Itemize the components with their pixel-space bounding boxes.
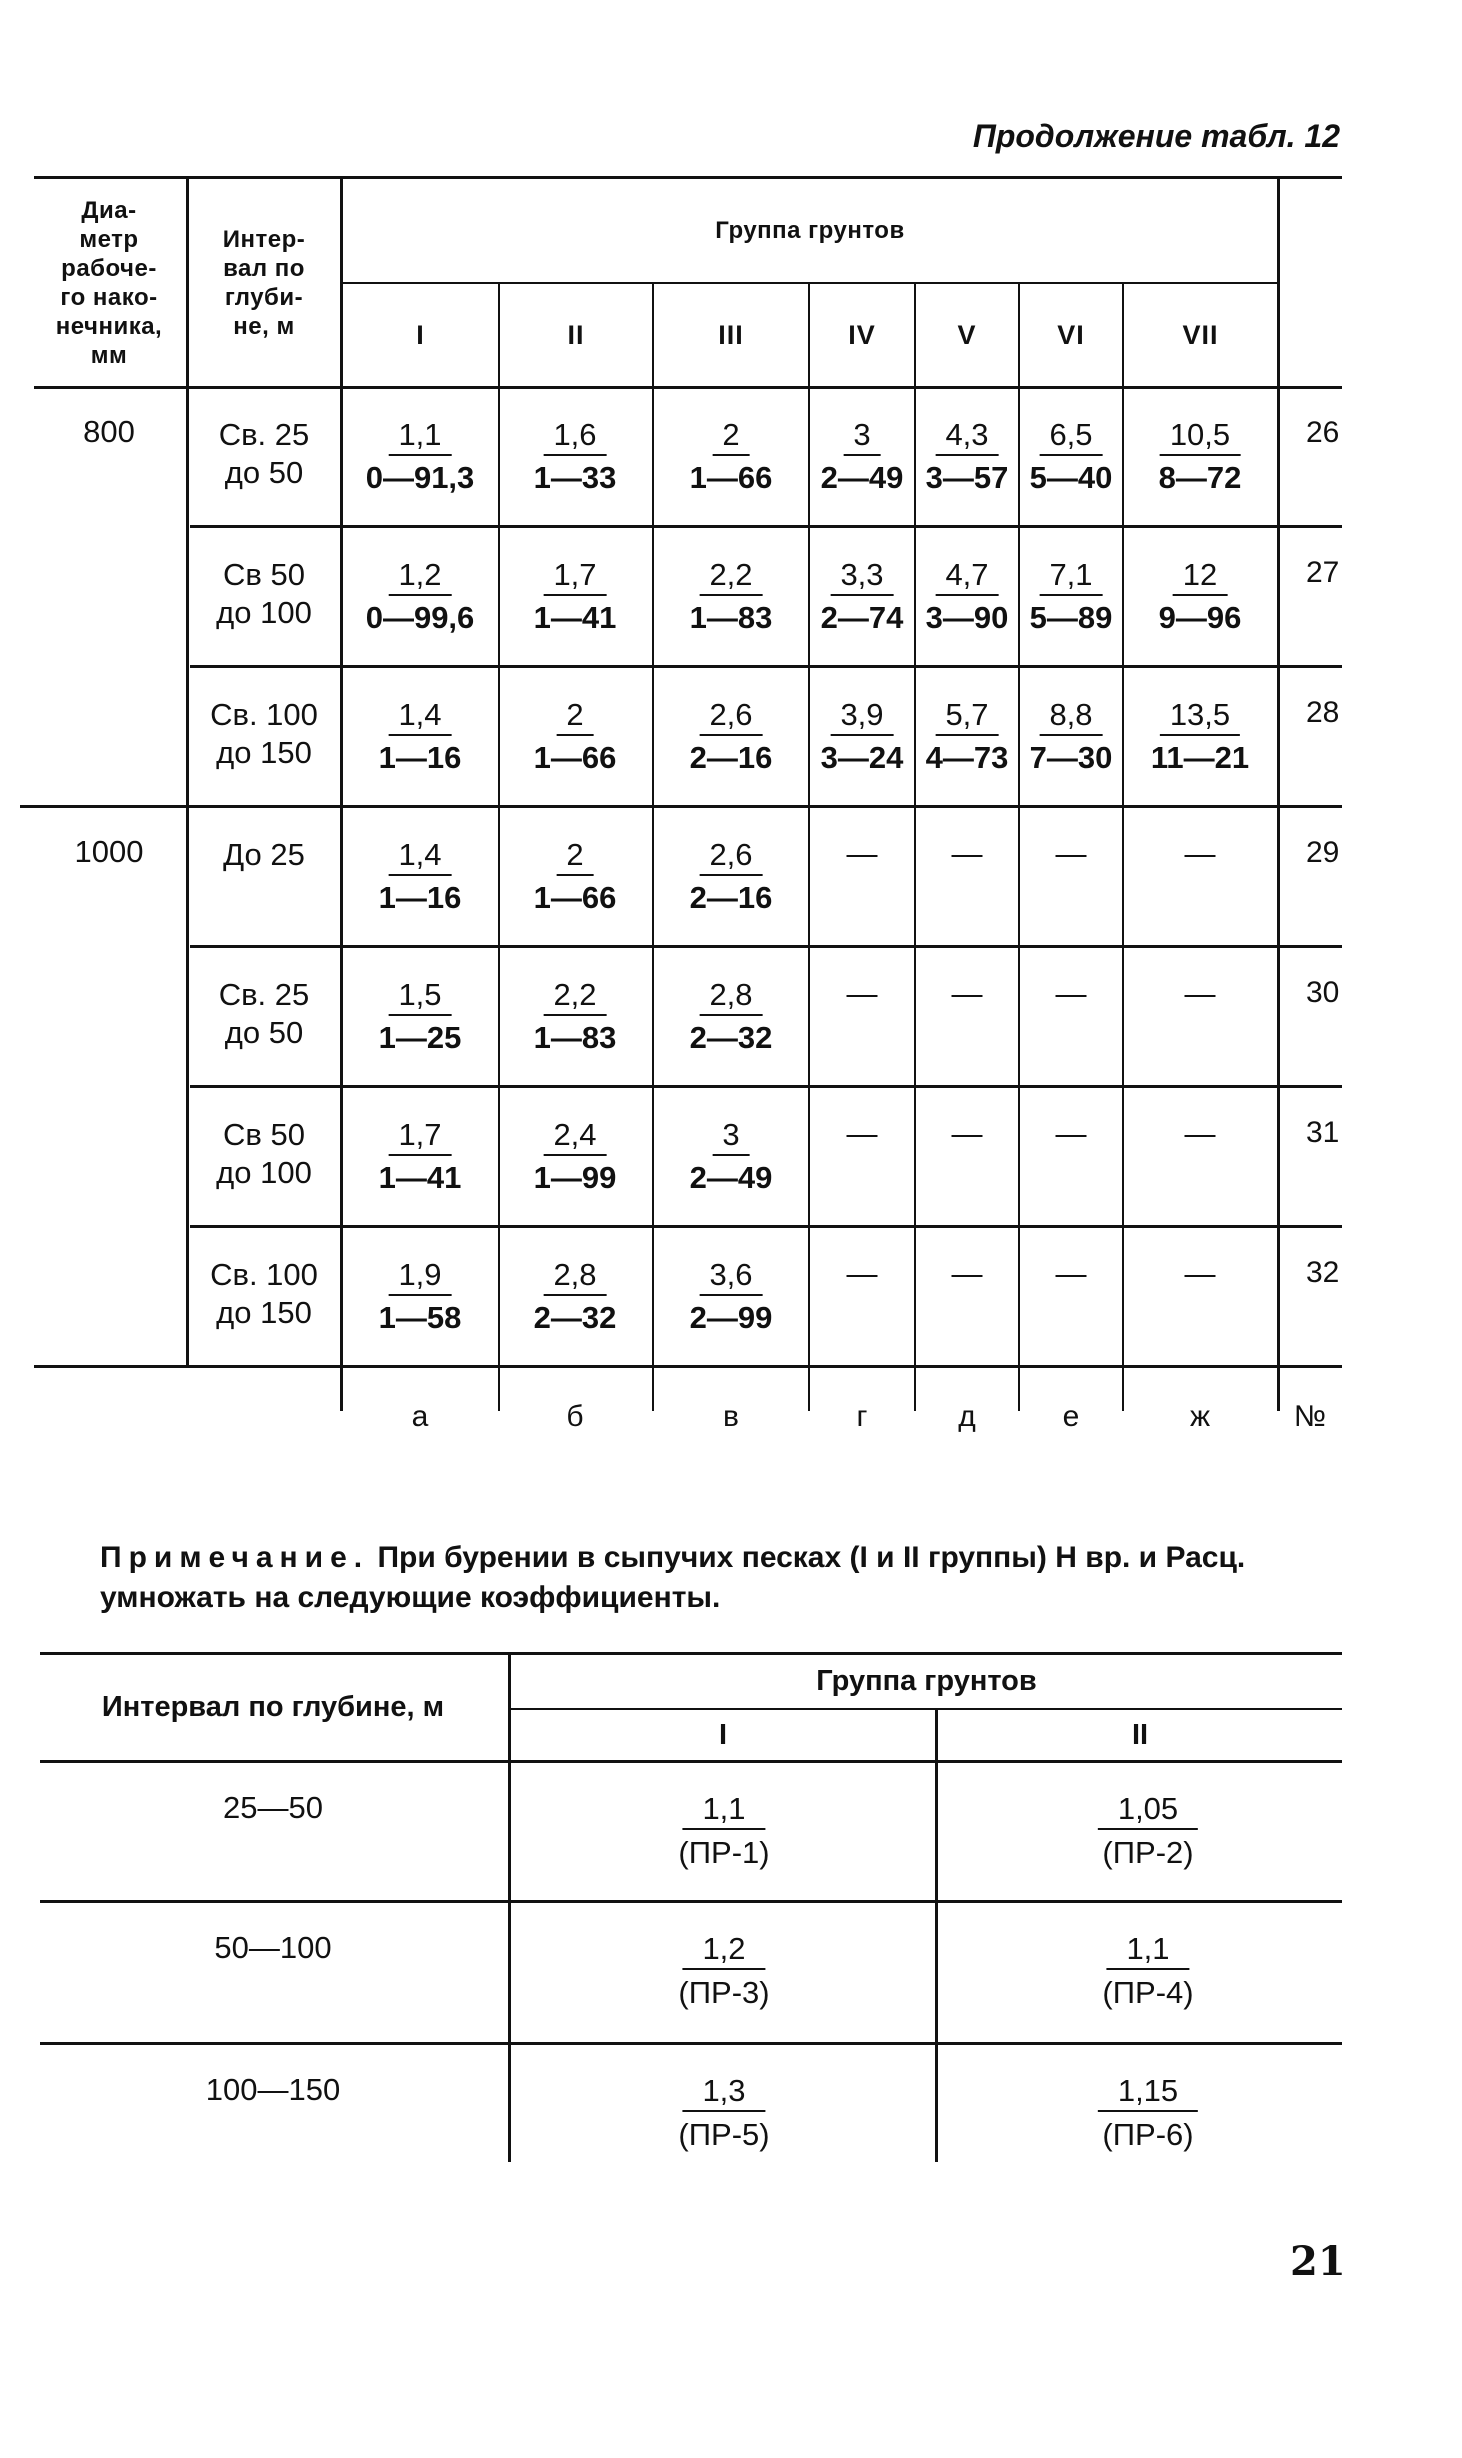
- column-number-sign: №: [1293, 1400, 1327, 1433]
- rate-cell: $\frac{4,7}{3—90}$: [925, 557, 1009, 635]
- row-number: 31: [1306, 1116, 1340, 1149]
- rate-cell: $\frac{2,8}{2—32}$: [689, 977, 773, 1055]
- column-letter: б: [566, 1400, 584, 1433]
- coefficient-cell: 1,2 (ПР-3): [678, 1931, 770, 2010]
- column-letter: в: [723, 1400, 739, 1433]
- row-interval: Св. 25 до 50: [218, 417, 310, 490]
- rate-cell: $\frac{7,1}{5—89}$: [1029, 557, 1113, 635]
- diameter-800: 800: [83, 414, 135, 449]
- rate-cell: $\frac{3}{2—49}$: [820, 417, 904, 495]
- row-interval: Св 50 до 100: [216, 557, 312, 630]
- empty-dash: —: [1184, 836, 1216, 871]
- column-letter: д: [958, 1400, 976, 1433]
- depth-interval: 100—150: [205, 2072, 341, 2107]
- rate-cell: $\frac{3,6}{2—99}$: [689, 1257, 773, 1335]
- coefficient-cell: 1,1 (ПР-4): [1102, 1931, 1194, 2010]
- rate-cell: $\frac{2}{1—66}$: [689, 417, 773, 495]
- interval-column-header: Интервал по глубине, м: [101, 1690, 445, 1723]
- rate-cell: $\frac{3,3}{2—74}$: [820, 557, 904, 635]
- group-header-5: V: [957, 319, 977, 350]
- rate-cell: $\frac{4,3}{3—57}$: [925, 417, 1009, 495]
- rate-cell: $\frac{8,8}{7—30}$: [1029, 697, 1113, 775]
- row-interval: Св. 100 до 150: [210, 697, 318, 770]
- column-letter: е: [1062, 1400, 1080, 1433]
- coefficient-cell: 1,1 (ПР-1): [678, 1791, 770, 1870]
- rate-cell: $\frac{3}{2—49}$: [689, 1117, 773, 1195]
- empty-dash: —: [846, 1116, 878, 1151]
- rate-cell: $\frac{2,2}{1—83}$: [689, 557, 773, 635]
- column-letter: г: [856, 1400, 868, 1433]
- note-paragraph: [100, 1538, 1350, 1618]
- row-number: 26: [1306, 416, 1340, 449]
- coefficient-cell: 1,05 (ПР-2): [1098, 1792, 1198, 1872]
- diameter-1000: 1000: [74, 834, 144, 869]
- rate-cell: $\frac{1,1}{0—91,3}$: [365, 417, 475, 495]
- rate-cell: $\frac{2,6}{2—16}$: [689, 697, 773, 775]
- group-header-3: III: [718, 319, 744, 350]
- column-letter: а: [411, 1400, 429, 1433]
- soil-group-header-2: Группа грунтов: [816, 1664, 1037, 1697]
- row-interval: До 25: [223, 837, 305, 872]
- row-interval: Св. 100 до 150: [210, 1257, 318, 1330]
- group-header-2: II: [567, 319, 585, 350]
- row-number: 30: [1306, 976, 1340, 1009]
- row-interval: Св. 25 до 50: [218, 977, 310, 1050]
- interval-header: Интер- вал по глуби- не, м: [222, 225, 306, 340]
- coefficient-cell: 1,15 (ПР-6): [1098, 2074, 1198, 2154]
- column-letter: ж: [1189, 1400, 1211, 1433]
- note-text: При бурении в сыпучих песках (I и II группы) Н вр. и Расц. умножать на следующие коэффициенты.: [100, 1541, 1246, 1614]
- row-interval: Св 50 до 100: [216, 1117, 312, 1190]
- empty-dash: —: [846, 976, 878, 1011]
- empty-dash: —: [1055, 836, 1087, 871]
- row-number: 32: [1306, 1256, 1340, 1289]
- rate-cell: $\frac{2}{1—66}$: [533, 837, 617, 915]
- empty-dash: —: [951, 976, 983, 1011]
- rate-cell: $\frac{3,9}{3—24}$: [820, 697, 904, 775]
- page-number: 21: [1290, 2238, 1346, 2285]
- rate-cell: $\frac{1,2}{0—99,6}$: [365, 557, 475, 635]
- empty-dash: —: [1184, 1116, 1216, 1151]
- empty-dash: —: [1184, 1256, 1216, 1291]
- rate-cell: $\frac{6,5}{5—40}$: [1029, 417, 1113, 495]
- group-header-ii: II: [1131, 1718, 1149, 1751]
- soil-group-header: Группа грунтов: [715, 216, 905, 244]
- rate-cell: $\frac{1,5}{1—25}$: [378, 977, 462, 1055]
- empty-dash: —: [951, 836, 983, 871]
- rate-cell: $\frac{1,7}{1—41}$: [378, 1117, 462, 1195]
- group-header-1: I: [416, 319, 425, 350]
- group-header-i: I: [718, 1718, 728, 1751]
- coefficient-cell: 1,3 (ПР-5): [678, 2073, 770, 2152]
- empty-dash: —: [1055, 1256, 1087, 1291]
- depth-interval: 25—50: [223, 1790, 323, 1825]
- group-header-4: IV: [848, 319, 876, 350]
- empty-dash: —: [951, 1256, 983, 1291]
- rate-cell: $\frac{2,8}{2—32}$: [533, 1257, 617, 1335]
- rate-cell: $\frac{1,4}{1—16}$: [378, 697, 462, 775]
- empty-dash: —: [951, 1116, 983, 1151]
- row-number: 29: [1306, 836, 1340, 869]
- rate-cell: $\frac{1,9}{1—58}$: [378, 1257, 462, 1335]
- rate-cell: $\frac{1,7}{1—41}$: [533, 557, 617, 635]
- diameter-header: Диа- метр рабоче- го нако- нечника, мм: [55, 196, 163, 369]
- rate-cell: $\frac{2,4}{1—99}$: [533, 1117, 617, 1195]
- rate-cell: $\frac{2,6}{2—16}$: [689, 837, 773, 915]
- rate-cell: $\frac{1,4}{1—16}$: [378, 837, 462, 915]
- rate-cell: $\frac{1,6}{1—33}$: [533, 417, 617, 495]
- empty-dash: —: [846, 836, 878, 871]
- rate-cell: $\frac{5,7}{4—73}$: [925, 697, 1009, 775]
- group-header-6: VI: [1057, 319, 1085, 350]
- rate-cell: $\frac{12}{9—96}$: [1158, 557, 1242, 635]
- table-caption: Продолжение табл. 12: [972, 118, 1340, 154]
- rate-cell: $\frac{13,5}{11—21}$: [1150, 697, 1250, 775]
- empty-dash: —: [1055, 1116, 1087, 1151]
- rate-cell: $\frac{10,5}{8—72}$: [1158, 417, 1242, 495]
- rate-cell: $\frac{2}{1—66}$: [533, 697, 617, 775]
- empty-dash: —: [1184, 976, 1216, 1011]
- row-number: 27: [1306, 556, 1340, 589]
- empty-dash: —: [846, 1256, 878, 1291]
- rate-cell: $\frac{2,2}{1—83}$: [533, 977, 617, 1055]
- empty-dash: —: [1055, 976, 1087, 1011]
- group-header-7: VII: [1182, 319, 1219, 350]
- row-number: 28: [1306, 696, 1340, 729]
- note-label: Примечание.: [100, 1541, 370, 1574]
- depth-interval: 50—100: [214, 1930, 332, 1965]
